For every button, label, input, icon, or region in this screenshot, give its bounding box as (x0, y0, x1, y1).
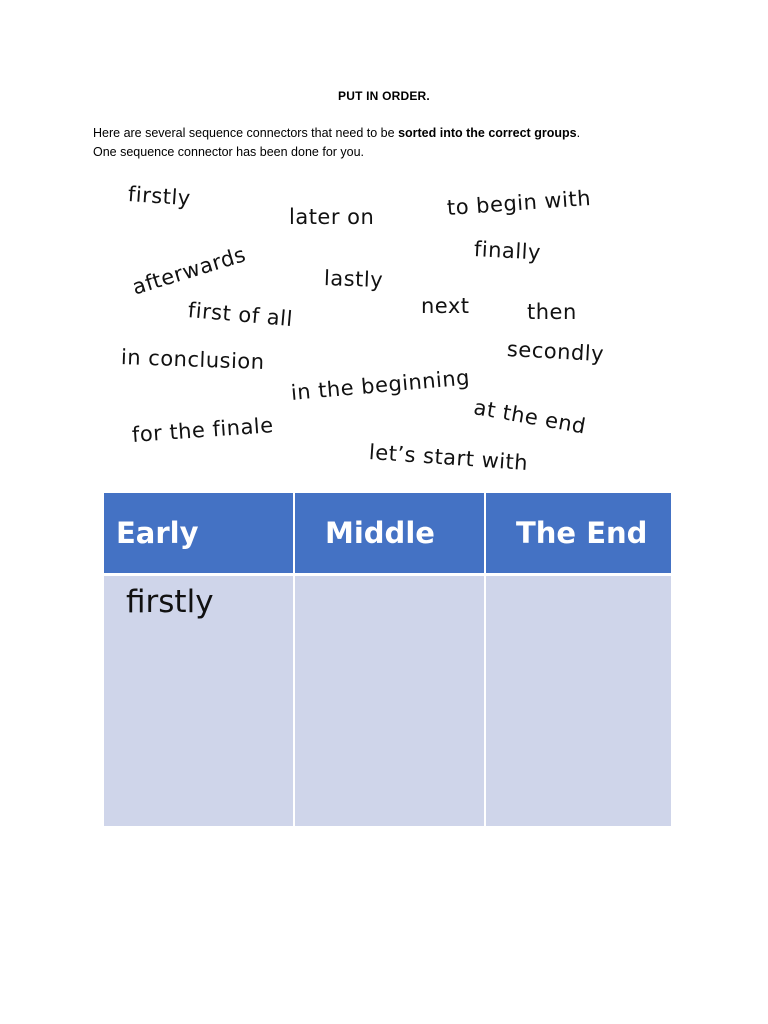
word-card[interactable]: in the beginning (289, 365, 471, 405)
word-card[interactable]: in conclusion (120, 345, 265, 375)
table-body-row (104, 576, 671, 826)
instructions (93, 124, 693, 162)
instructions-text: Here are several sequence connectors that need to be (93, 126, 399, 140)
word-card[interactable]: firstly (127, 182, 192, 211)
word-card[interactable]: finally (473, 237, 542, 265)
word-card[interactable]: then (527, 300, 577, 324)
word-card[interactable]: for the finale (131, 413, 275, 447)
column-header-the-end: The End (486, 493, 671, 576)
instructions-period: . (576, 126, 581, 140)
cell-early[interactable]: firstly (104, 576, 295, 826)
word-card[interactable]: next (421, 294, 470, 318)
instructions-line-2: One sequence connector has been done for you. (93, 145, 365, 159)
table-header-row (104, 493, 671, 576)
word-card[interactable]: to begin with (446, 185, 592, 220)
instructions-line-1 (93, 124, 693, 143)
instructions-emphasis: sorted into the correct groups (398, 126, 577, 140)
word-card[interactable]: afterwards (129, 242, 249, 300)
word-card[interactable]: secondly (506, 337, 605, 367)
page-title: PUT IN ORDER. (338, 89, 430, 103)
column-header-middle: Middle (295, 493, 486, 576)
sorting-table (104, 493, 671, 826)
word-card[interactable]: let’s start with (368, 440, 529, 476)
word-card[interactable]: first of all (186, 298, 294, 332)
word-card[interactable]: later on (289, 205, 375, 229)
word-card[interactable]: lastly (323, 266, 384, 293)
column-header-early: Early (104, 493, 295, 576)
word-card[interactable]: at the end (471, 395, 588, 439)
cell-the-end[interactable] (486, 576, 671, 826)
cell-middle[interactable] (295, 576, 486, 826)
